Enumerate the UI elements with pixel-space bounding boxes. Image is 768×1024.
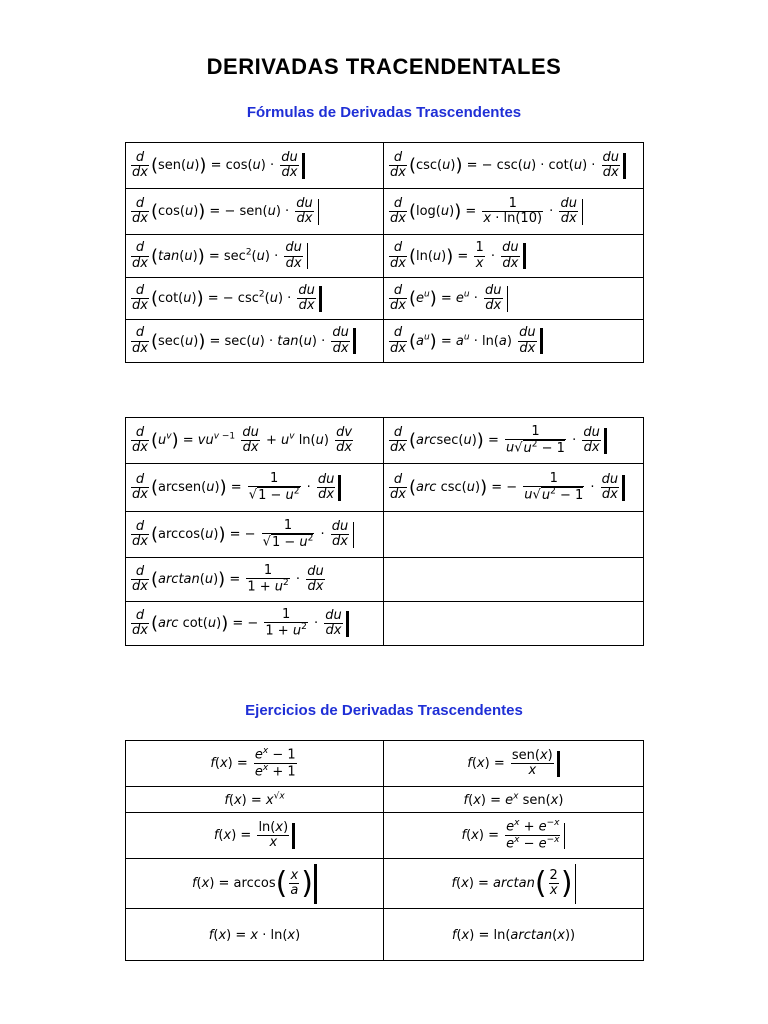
empty-cell: [384, 512, 644, 558]
formula-cell: $\frac{d}{dx}$ (cot(u)) = − $\csc^2(u)$ · $\frac{du}{dx}$: [126, 278, 384, 320]
formula-cell: $\frac{d}{dx}$ (sec(u)) = sec(u) · tan(u) · $\frac{du}{dx}$: [126, 320, 384, 363]
exercise-cell: f(x) = $\frac{\text{sen(x)}}{x}$: [384, 741, 644, 787]
formula-cell: $\frac{d}{dx}$ (arccos(u)) = − $\frac{1}{√1 - u^2}$ · $\frac{du}{dx}$: [126, 512, 384, 558]
exercise-cell: f(x) = $\frac{e^x + e^{-x}}{e^x - e^{-x}}$: [384, 813, 644, 859]
formula-cell: $\frac{d}{dx}$ $(e^u) = e^u$ · $\frac{du}{dx}$: [384, 278, 644, 320]
formula-cell: $\frac{d}{dx}$ (cos(u)) = − sen(u) · $\frac{du}{dx}$: [126, 189, 384, 235]
formula-cell: $\frac{d}{dx}$ (csc(u)) = − csc(u) · cot(u) · $\frac{du}{dx}$: [384, 143, 644, 189]
exercise-cell: f(x) = $\frac{e^x - 1}{e^x + 1}$: [126, 741, 384, 787]
table-row: [126, 512, 644, 558]
exercise-cell: $f(x) = e^x$ sen(x): [384, 787, 644, 813]
table-row: [126, 741, 644, 787]
table-row: [126, 787, 644, 813]
table-row: [126, 320, 644, 363]
formula-cell: $\frac{d}{dx}$ (log(u)) = $\frac{1}{x \cdot \ln(10)}$ · $\frac{du}{dx}$: [384, 189, 644, 235]
page-title: DERIVADAS TRACENDENTALES: [206, 54, 562, 79]
exercise-cell: f(x) = $\frac{\ln(x)}{x}$: [126, 813, 384, 859]
exercise-cell: f(x) = arccos( $\frac{x}{a}$ ): [126, 859, 384, 909]
exercises-table: [125, 740, 644, 961]
table-row: [126, 143, 644, 189]
exercise-cell: $f(x) = x^{√x}$: [126, 787, 384, 813]
exercises-subtitle: Ejercicios de Derivadas Trascendentes: [245, 702, 523, 719]
table-row: [126, 235, 644, 278]
table-row: [126, 859, 644, 909]
exercise-cell: f(x) = x · ln(x): [126, 909, 384, 961]
formula-cell: $\frac{d}{dx}$ $(a^u) = a^u \cdot \ln(a)$ $\frac{du}{dx}$: [384, 320, 644, 363]
formula-cell: $\frac{d}{dx}$ (arctan(u)) = $\frac{1}{1 + u^2}$ · $\frac{du}{dx}$: [126, 558, 384, 602]
formula-cell: $\frac{d}{dx}$ (arc cot(u)) = − $\frac{1}{1 + u^2}$ · $\frac{du}{dx}$: [126, 602, 384, 646]
table-row: [126, 909, 644, 961]
formulas-table-basic: [125, 142, 644, 363]
empty-cell: [384, 558, 644, 602]
table-row: [126, 558, 644, 602]
formulas-table-inverse: [125, 417, 644, 646]
empty-cell: [384, 602, 644, 646]
exercise-cell: f(x) = arctan( $\frac{2}{x}$ ): [384, 859, 644, 909]
formula-cell: $\frac{d}{dx}$ $(u^v) = vu^{v -1}$ $\frac{du}{dx}$ + $u^v$ ln(u) $\frac{dv}{dx}$: [126, 418, 384, 464]
formula-cell: $\frac{d}{dx}$ (ln(u)) = $\frac{1}{x}$ · $\frac{du}{dx}$: [384, 235, 644, 278]
formulas-subtitle: Fórmulas de Derivadas Trascendentes: [246, 104, 522, 121]
formula-cell: $\frac{d}{dx}$ (arcsec(u)) = $\frac{1}{u√u^2 - 1}$ · $\frac{du}{dx}$: [384, 418, 644, 464]
table-row: [126, 602, 644, 646]
table-row: [126, 464, 644, 512]
formula-cell: $\frac{d}{dx}$ $(\tan(u)) = \sec^2(u)$ · $\frac{du}{dx}$: [126, 235, 384, 278]
exercise-cell: f(x) = ln(arctan(x)): [384, 909, 644, 961]
formula-cell: $\frac{d}{dx}$ (arc csc(u)) = − $\frac{1}{u√u^2 - 1}$ · $\frac{du}{dx}$: [384, 464, 644, 512]
formula-cell: $\frac{d}{dx}$ (sen(u)) = cos(u) · $\frac{du}{dx}$: [126, 143, 384, 189]
table-row: [126, 189, 644, 235]
table-row: [126, 813, 644, 859]
table-row: [126, 418, 644, 464]
formula-cell: $\frac{d}{dx}$ (arcsen(u)) = $\frac{1}{√1 - u^2}$ · $\frac{du}{dx}$: [126, 464, 384, 512]
table-row: [126, 278, 644, 320]
